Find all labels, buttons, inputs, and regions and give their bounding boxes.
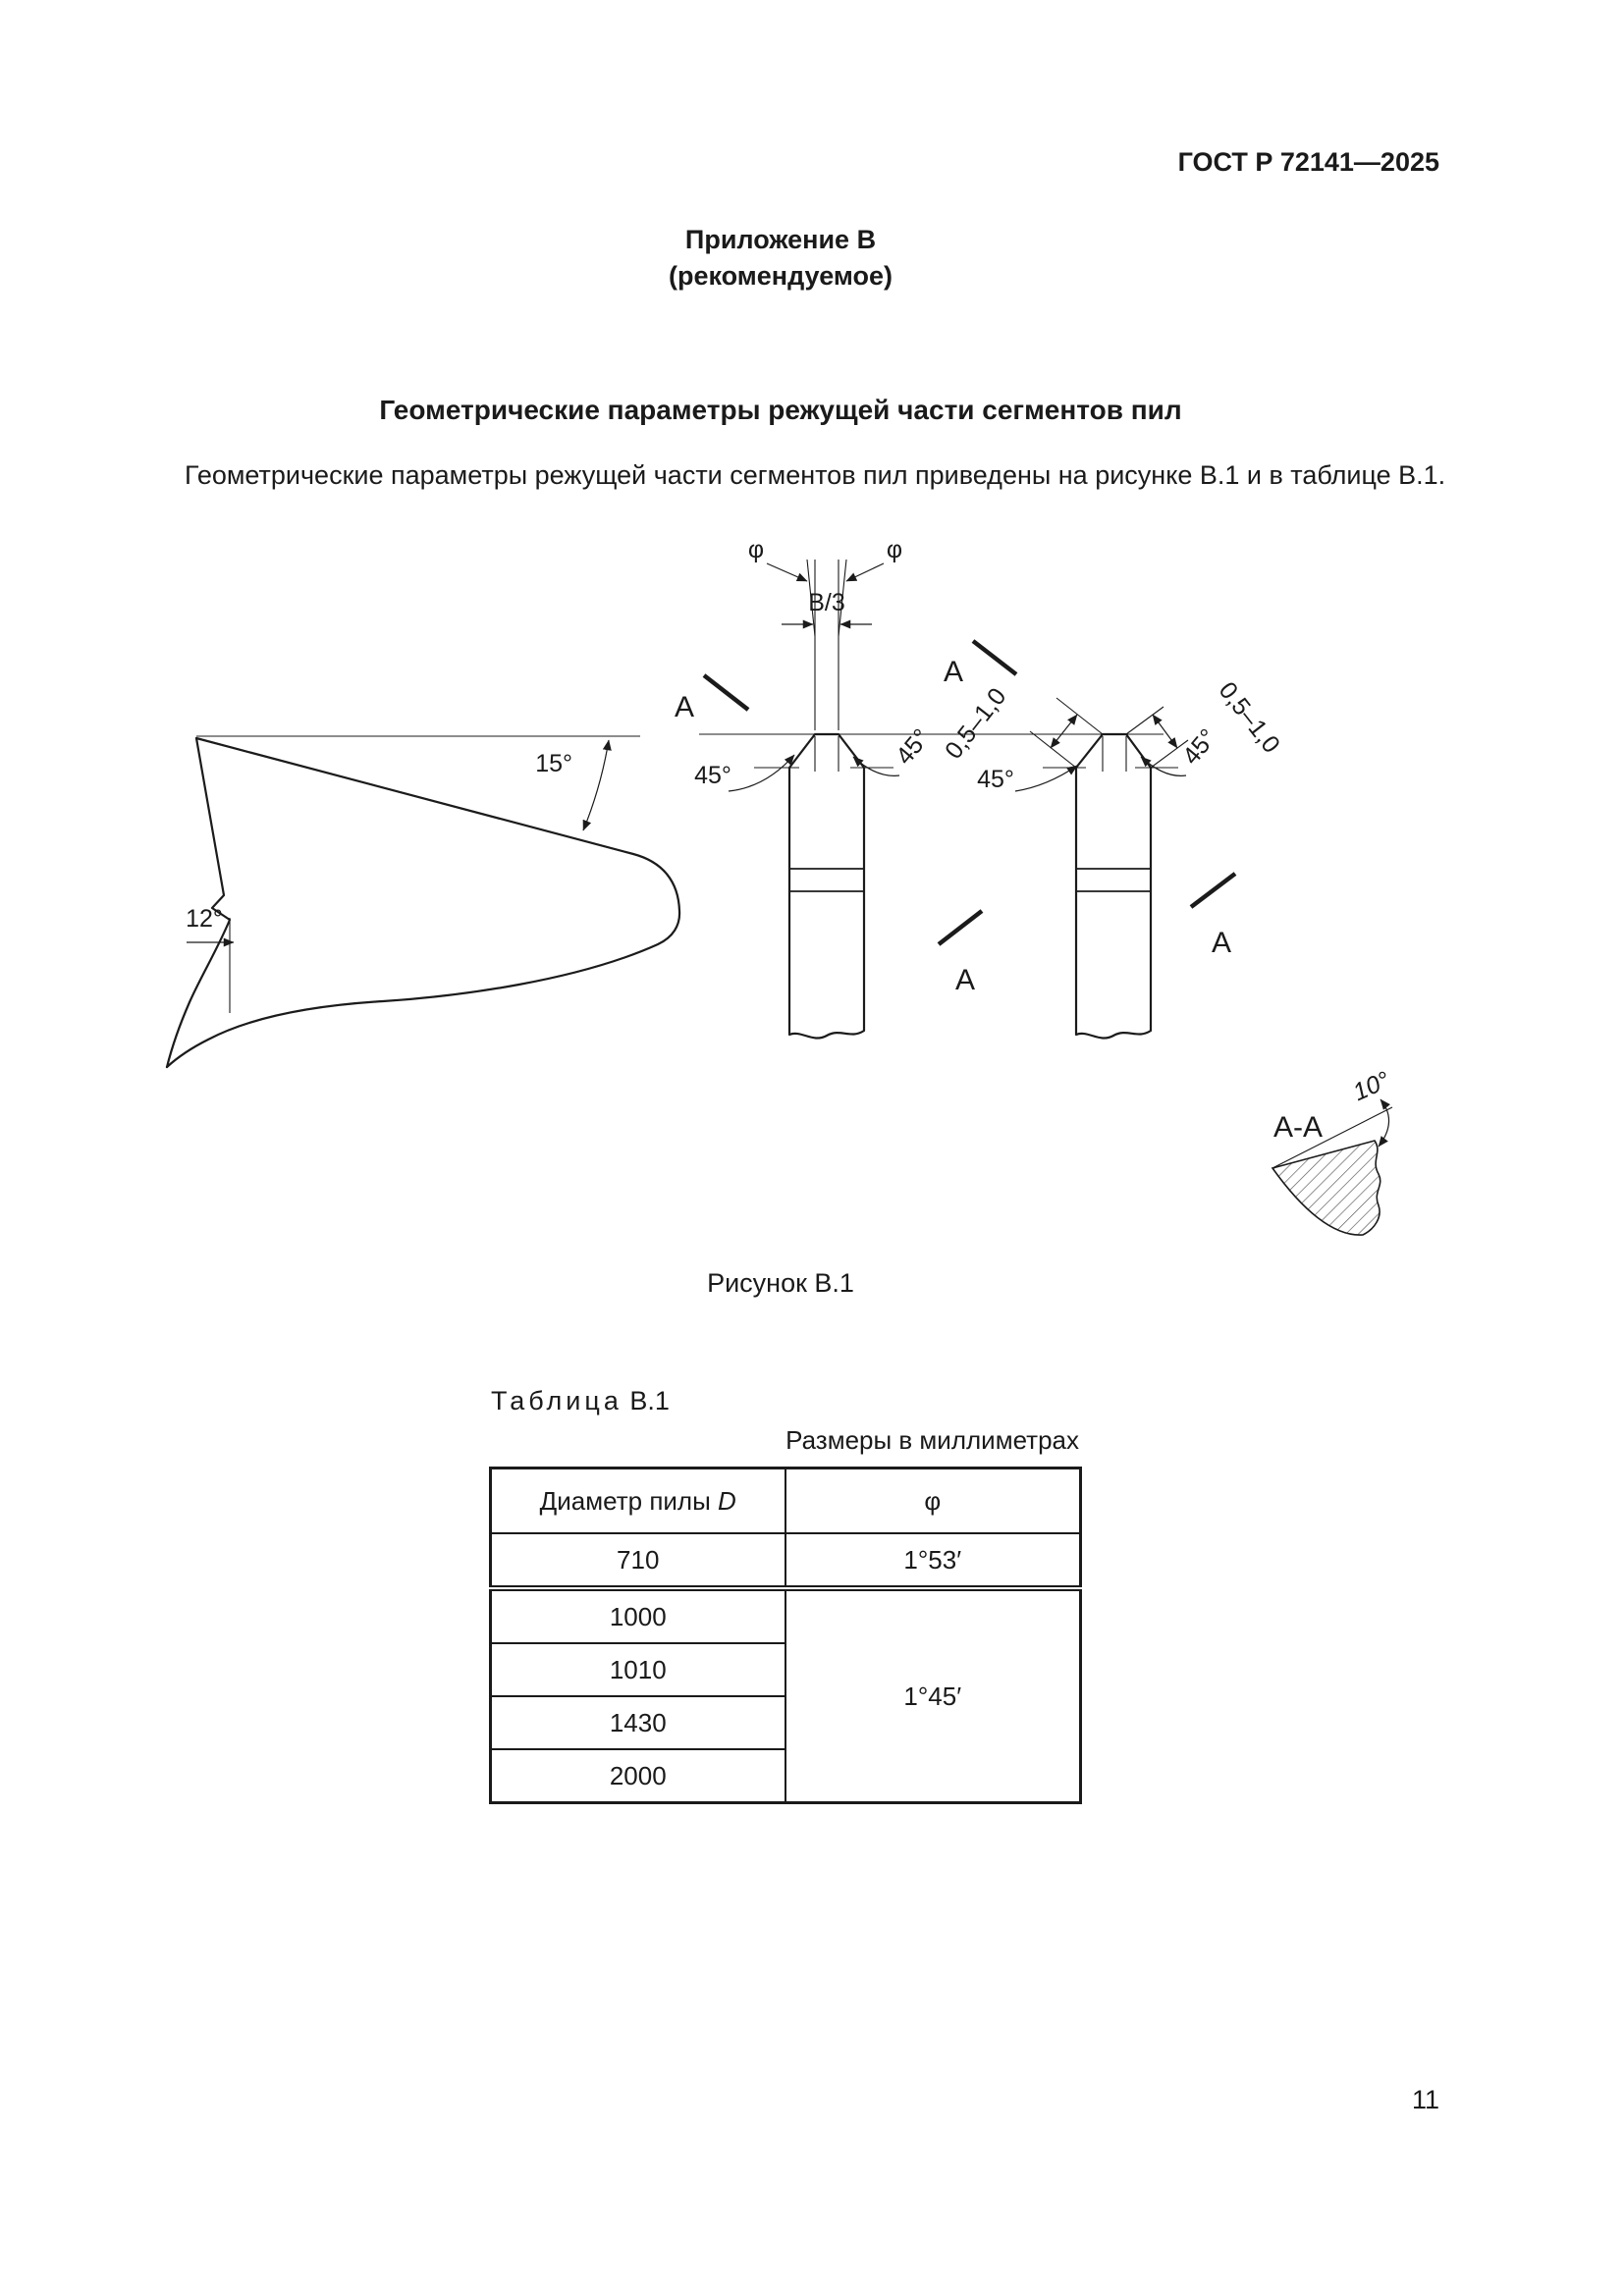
section-title: Геометрические параметры режущей части сегментов пил <box>379 395 1182 425</box>
section-a-a-view <box>1272 1066 1394 1235</box>
variable-d: D <box>718 1485 736 1516</box>
segment-front-view <box>694 536 1164 1039</box>
label-section-a-3: А <box>954 964 976 996</box>
label-b3: В/3 <box>808 589 845 616</box>
col-header-phi: φ <box>785 1468 1081 1534</box>
label-section-a-1: А <box>674 691 695 723</box>
label-section-a-a: А-А <box>1272 1111 1324 1144</box>
doc-code: ГОСТ Р 72141—2025 <box>1177 147 1439 177</box>
segment-outline <box>1076 734 1151 1039</box>
table-b1 <box>489 1467 1082 1804</box>
extension-line <box>1126 707 1164 734</box>
col-header-diameter: Диаметр пилы D <box>491 1468 785 1534</box>
body-paragraph: Геометрические параметры режущей части сегментов пил приведены на рисунке В.1 и в таблице В.1. <box>185 460 1446 490</box>
tooth-profile-view <box>167 736 679 1067</box>
tooth-front-edge-outline <box>167 738 230 1067</box>
label-angle-45-front-left: 45° <box>694 762 731 789</box>
section-cut-line <box>704 675 748 710</box>
cell-d-1010: 1010 <box>491 1643 785 1696</box>
figure-b1 <box>0 530 1624 1286</box>
label-chamfer-right: 0,5–1,0 <box>1213 676 1286 759</box>
appendix-title: Приложение В <box>684 225 877 254</box>
cell-phi-merged: 1°45′ <box>785 1588 1081 1803</box>
cell-phi-710: 1°53′ <box>785 1533 1081 1588</box>
label-chamfer-left: 0,5–1,0 <box>939 682 1012 765</box>
label-angle-12: 12° <box>186 905 223 933</box>
table-title-word: Таблица <box>491 1386 623 1415</box>
table-title-number: В.1 <box>629 1386 670 1415</box>
label-section-a-4: А <box>1211 927 1232 959</box>
appendix-block <box>125 222 1436 294</box>
angle-15-dimension-arc <box>583 740 609 830</box>
label-section-a-2: А <box>943 656 964 688</box>
table-title <box>491 1386 670 1416</box>
section-cut-line <box>973 641 1016 674</box>
segment-chamfer-view <box>940 677 1285 1039</box>
cell-d-1430: 1430 <box>491 1696 785 1749</box>
section-cut-line <box>1191 874 1235 907</box>
label-angle-45-chamfer-right: 45° <box>1176 723 1222 771</box>
table-row <box>491 1533 1081 1588</box>
tooth-back-and-gullet-outline <box>167 738 679 1067</box>
extension-line <box>1056 698 1103 734</box>
label-angle-15: 15° <box>535 750 572 777</box>
cell-d-710: 710 <box>491 1533 785 1588</box>
segment-outline <box>789 734 864 1039</box>
section-cut-line <box>939 911 982 944</box>
label-angle-10: 10° <box>1348 1066 1394 1107</box>
cell-d-2000: 2000 <box>491 1749 785 1803</box>
table-row <box>491 1588 1081 1643</box>
table-units-note: Размеры в миллиметрах <box>785 1425 1079 1455</box>
figure-caption: Рисунок В.1 <box>707 1268 854 1298</box>
label-angle-45-front-right: 45° <box>890 723 936 771</box>
label-phi-left: φ <box>747 536 765 563</box>
page-number: 11 <box>1411 2085 1439 2114</box>
appendix-subtitle: (рекомендуемое) <box>669 261 893 291</box>
label-phi-right: φ <box>886 536 903 563</box>
extension-line <box>1030 731 1076 768</box>
label-angle-45-chamfer-left: 45° <box>977 766 1014 793</box>
cell-d-1000: 1000 <box>491 1588 785 1643</box>
table-header-row <box>491 1468 1081 1534</box>
angle-10-dimension-arc <box>1379 1099 1389 1147</box>
section-hatched-area <box>1272 1141 1380 1235</box>
